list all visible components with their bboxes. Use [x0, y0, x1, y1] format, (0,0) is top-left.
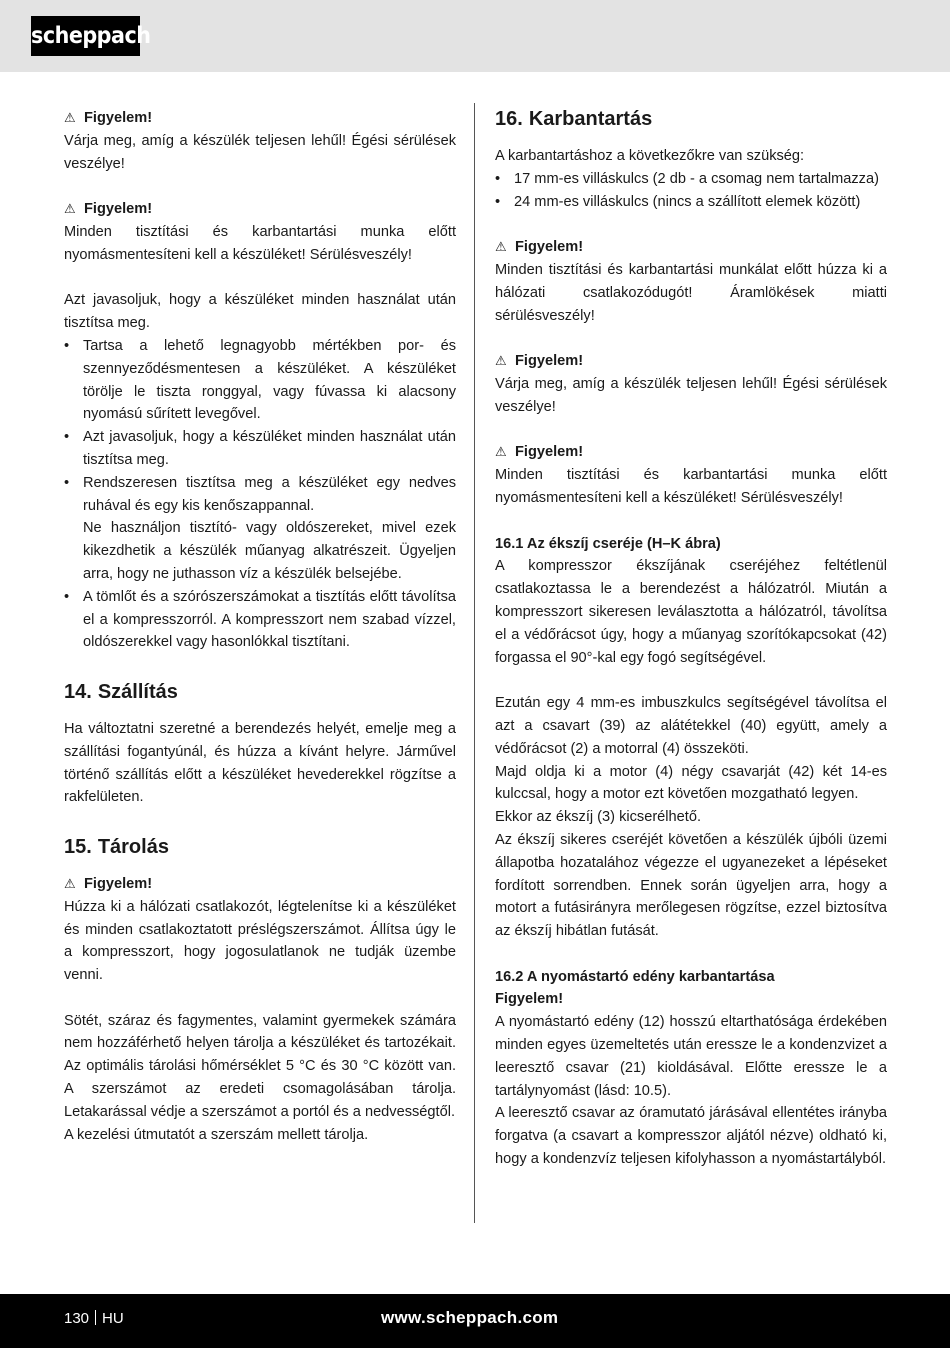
vbelt-paragraph: Az ékszíj sikeres cseréjét követően a készülék újbóli üzemi állapotba hozatalához végezze el ugyanezeket a lépéseket fordított sorrendben. Ennek során ügyeljen arra, hogy a motort a futásirányra merőlegesen rögzítse, ezzel biztosítva az ékszíj hibátlan futását.: [495, 831, 887, 940]
storage-text: Sötét, száraz és fagymentes, valamint gyermekek számára nem hozzáférhető helyen tárolja a készüléket és tartozékait. Az optimális tárolási hőmérséklet 5 °C és 30 °C között van. A szerszámot az eredeti csomagolásában tárolja. Letakarással védje a szerszámot a portól és a nedvességtől.: [64, 1012, 456, 1120]
vbelt-paragraph: A kompresszor ékszíjának cseréjéhez feltétlenül csatlakoztassa le a berendezést a hálózatról. Miután a kompresszort sikeresen leválasztotta a hálózatról, távolítsa el a védőrácsot úgy, hogy a műanyag szorítókapcsokat (42) forgassa el 90°-kal egy fogó segítségével.: [495, 558, 887, 666]
warning-icon: ⚠: [495, 444, 507, 460]
section-heading-transport: 14. Szállítás: [64, 680, 178, 703]
warning-text: Várja meg, amíg a készülék teljesen lehűl! Égési sérülések veszélye!: [495, 375, 887, 415]
storage-text-manual: A kezelési útmutatót a szerszám mellett tárolja.: [64, 1126, 369, 1143]
warning-heading: ⚠ Figyelem!: [495, 350, 887, 373]
list-item: • 17 mm-es villáskulcs (2 db - a csomag nem tartalmazza): [495, 168, 887, 191]
vbelt-paragraph: Ekkor az ékszíj (3) kicserélhető.: [495, 809, 702, 826]
warning-icon: ⚠: [495, 239, 507, 255]
warning-heading: ⚠ Figyelem!: [64, 873, 456, 896]
warning-heading: ⚠ Figyelem!: [64, 198, 456, 221]
warning-icon: ⚠: [64, 875, 76, 891]
list-item: • Azt javasoljuk, hogy a készüléket minden használat után tisztítsa meg.: [64, 426, 456, 472]
warning-text: Húzza ki a hálózati csatlakozót, légtelenítse ki a készüléket és minden csatlakoztatott préslégszerszámot. Állítsa úgy le a kompresszort, hogy jogosulatlanok ne tudják üzembe venni.: [64, 898, 456, 984]
warning-text: Minden tisztítási és karbantartási munka előtt nyomásmentesíteni kell a készüléket! Sérülésveszély!: [64, 223, 456, 263]
warning-icon: ⚠: [64, 201, 76, 217]
warning-heading: ⚠ Figyelem!: [495, 236, 887, 259]
cleaning-list: [64, 335, 456, 654]
column-divider: [474, 103, 475, 1223]
vbelt-paragraph: Majd oldja ki a motor (4) négy csavarját (42) két 14-es kulccsal, hogy a motor ezt követően mozgatható legyen.: [495, 763, 887, 803]
maintenance-intro: A karbantartáshoz a következőkre van szükség:: [495, 148, 805, 164]
warning-text: Minden tisztítási és karbantartási munkálat előtt húzza ki a hálózati csatlakozódugót! Áramlökések miatti sérülésveszély!: [495, 261, 887, 324]
list-item: • Tartsa a lehető legnagyobb mértékben por- és szennyeződésmentesen a készüléket. A készüléket törölje le tiszta ronggyal, vagy fúvassa ki alacsony nyomású sűrített levegővel.: [64, 335, 456, 426]
list-item: • 24 mm-es villáskulcs (nincs a szállított elemek között): [495, 191, 887, 214]
footer-separator: [95, 1310, 96, 1325]
right-column: [495, 104, 887, 1171]
left-column: [64, 107, 456, 1146]
section-heading-maintenance: 16. Karbantartás: [495, 108, 653, 130]
list-item-note: Ne használjon tisztító- vagy oldószereket, mivel ezek kikezdhetik a készülék műanyag alkatrészeit. Ügyeljen arra, hogy ne juthasson víz a készülék belsejébe.: [83, 520, 456, 582]
list-item: • Rendszeresen tisztítsa meg a készüléket egy nedves ruhával és egy kis kenőszappannal. Ne használjon tisztító- vagy oldószereket, mivel ezek kikezdhetik a készülék műanyag alkatrészeit. Ügyeljen arra, hogy ne juthasson víz a készülék belsejébe.: [64, 472, 456, 586]
tools-list: [495, 168, 887, 214]
warning-heading: ⚠ Figyelem!: [495, 441, 887, 464]
vessel-paragraph: A leeresztő csavar az óramutató járásával ellentétes irányba forgatva (a csavart a kompresszor aljától nézve) oldható ki, hogy a kondenzvíz teljesen kifolyhasson a nyomástartályból.: [495, 1105, 887, 1168]
warning-text: Várja meg, amíg a készülék teljesen lehűl! Égési sérülések veszélye!: [64, 132, 456, 172]
footer-bar: [0, 1294, 950, 1348]
subsection-heading-pressure-vessel: 16.2 A nyomástartó edény karbantartása: [495, 968, 775, 985]
transport-text: Ha változtatni szeretné a berendezés helyét, emelje meg a szállítási fogantyúnál, és húzza a kívánt helyre. Járművel történő szállítás előtt a készüléket hevederekkel rögzítse a rakfelületen.: [64, 720, 456, 806]
warning-icon: ⚠: [64, 110, 76, 125]
list-item: • A tömlőt és a szórószerszámokat a tisztítás előtt távolítsa el a kompresszorról. A kompresszort nem szabad vízzel, oldószerekkel vagy hasonlókkal tisztítani.: [64, 586, 456, 654]
subsection-heading-vbelt: 16.1 Az ékszíj cseréje (H–K ábra): [495, 535, 721, 552]
vessel-paragraph: A nyomástartó edény (12) hosszú eltarthatósága érdekében minden egyes üzemeltetés után eressze le a kondenzvizet a leeresztő csavar (21) kioldásával. Előtte eressze le a tartálynyomást (lásd: 10.5).: [495, 1014, 887, 1099]
cleaning-intro: Azt javasoljuk, hogy a készüléket minden használat után tisztítsa meg.: [64, 292, 456, 332]
language-code: HU: [102, 1310, 124, 1327]
warning-icon: ⚠: [495, 353, 507, 369]
section-heading-storage: 15. Tárolás: [64, 835, 169, 858]
page-number: 130 HU: [64, 1310, 124, 1327]
brand-logo: scheppach: [31, 16, 140, 56]
website-link[interactable]: www.scheppach.com: [381, 1308, 559, 1327]
warning-heading: ⚠ Figyelem!: [64, 107, 456, 130]
warning-heading: Figyelem!: [495, 991, 564, 1008]
vbelt-paragraph: Ezután egy 4 mm-es imbuszkulcs segítségével távolítsa el azt a csavart (39) az alátétekkel (40) együtt, amely a védőrácsot (2) a motorral (4) összeköti.: [495, 695, 887, 757]
warning-text: Minden tisztítási és karbantartási munka előtt nyomásmentesíteni kell a készüléket! Sérülésveszély!: [495, 467, 887, 506]
